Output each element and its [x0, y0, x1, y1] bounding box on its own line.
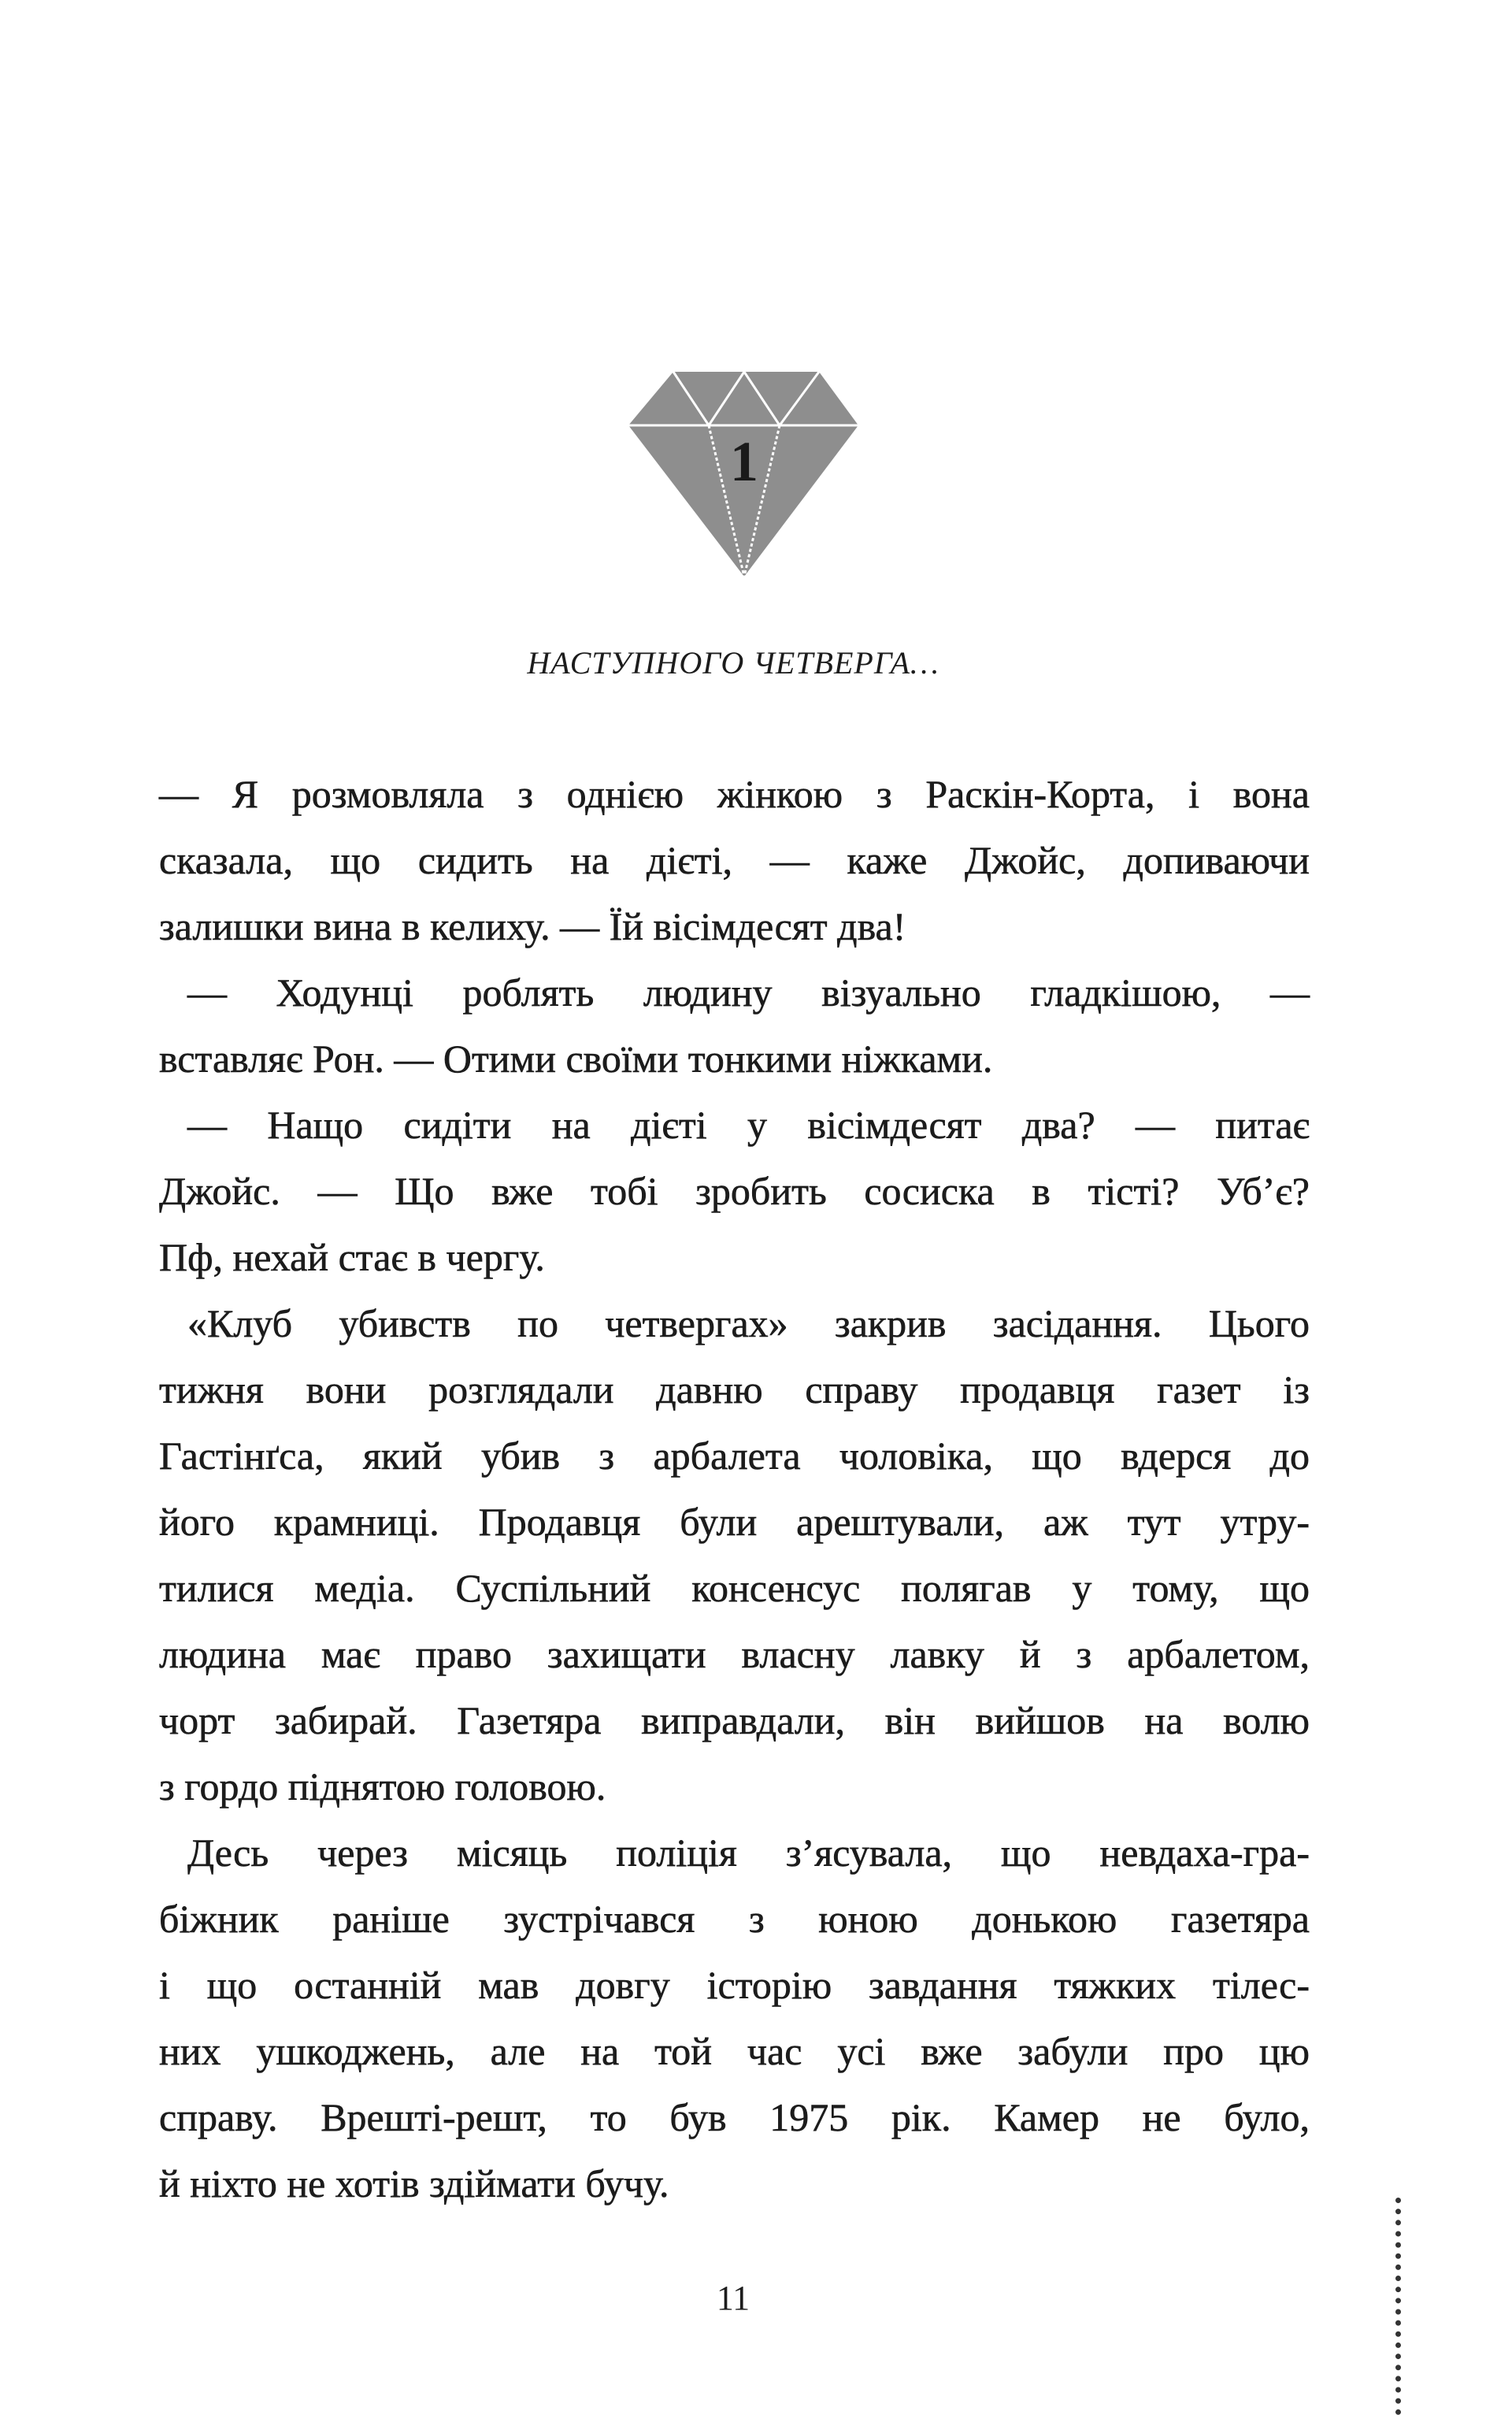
text-line: тилися медіа. Суспільний консенсус полягав у тому, що — [159, 1566, 1310, 1610]
text-line: біжник раніше зустрічався з юною донькою газетяра — [159, 1897, 1310, 1941]
text-line: — Я розмовляла з однією жінкою з Раскін-Корта, і вона — [159, 772, 1310, 816]
dotted-edge-divider — [1395, 2198, 1407, 2415]
chapter-number: 1 — [730, 430, 758, 493]
text-line: справу. Врешті-решт, то був 1975 рік. Камер не було, — [159, 2095, 1310, 2139]
text-line: Гастінґса, який убив з арбалета чоловіка, що вдерся до — [159, 1434, 1310, 1478]
text-line: людина має право захищати власну лавку й з арбалетом, — [159, 1632, 1310, 1676]
text-line: залишки вина в келиху. — Їй вісімдесят два! — [159, 904, 906, 948]
text-line: Пф, нехай стає в чергу. — [159, 1235, 545, 1279]
chapter-heading: НАСТУПНОГО ЧЕТВЕРГА… — [527, 645, 939, 681]
text-line: його крамниці. Продавця були арештували, аж тут утру- — [159, 1500, 1310, 1544]
text-line: Джойс. — Що вже тобі зробить сосиска в тісті? Уб’є? — [159, 1169, 1310, 1213]
text-line: сказала, що сидить на дієті, — каже Джойс, допиваючи — [159, 838, 1310, 882]
text-line: — Нащо сидіти на дієті у вісімдесят два? — питає — [187, 1103, 1310, 1147]
text-line: тижня вони розглядали давню справу продавця газет із — [159, 1367, 1310, 1412]
text-line: них ушкоджень, але на той час усі вже забули про цю — [159, 2029, 1310, 2073]
text-line: і що останній мав довгу історію завдання тяжких тілес- — [159, 1963, 1310, 2007]
text-line: з гордо піднятою головою. — [159, 1764, 606, 1808]
text-line: — Ходунці роблять людину візуально гладкішою, — — [187, 970, 1310, 1015]
text-line: Десь через місяць поліція з’ясувала, що невдаха-гра- — [187, 1831, 1310, 1875]
text-line: чорт забирай. Газетяра виправдали, він вийшов на волю — [159, 1698, 1310, 1742]
text-line: й ніхто не хотів здіймати бучу. — [159, 2161, 669, 2205]
page-number: 11 — [716, 2279, 750, 2317]
body-text — [159, 761, 1310, 2217]
diamond-chapter-emblem — [622, 362, 866, 583]
text-line: вставляє Рон. — Отими своїми тонкими ніжками. — [159, 1037, 993, 1081]
text-line: «Клуб убивств по четвергах» закрив засідання. Цього — [187, 1301, 1310, 1345]
